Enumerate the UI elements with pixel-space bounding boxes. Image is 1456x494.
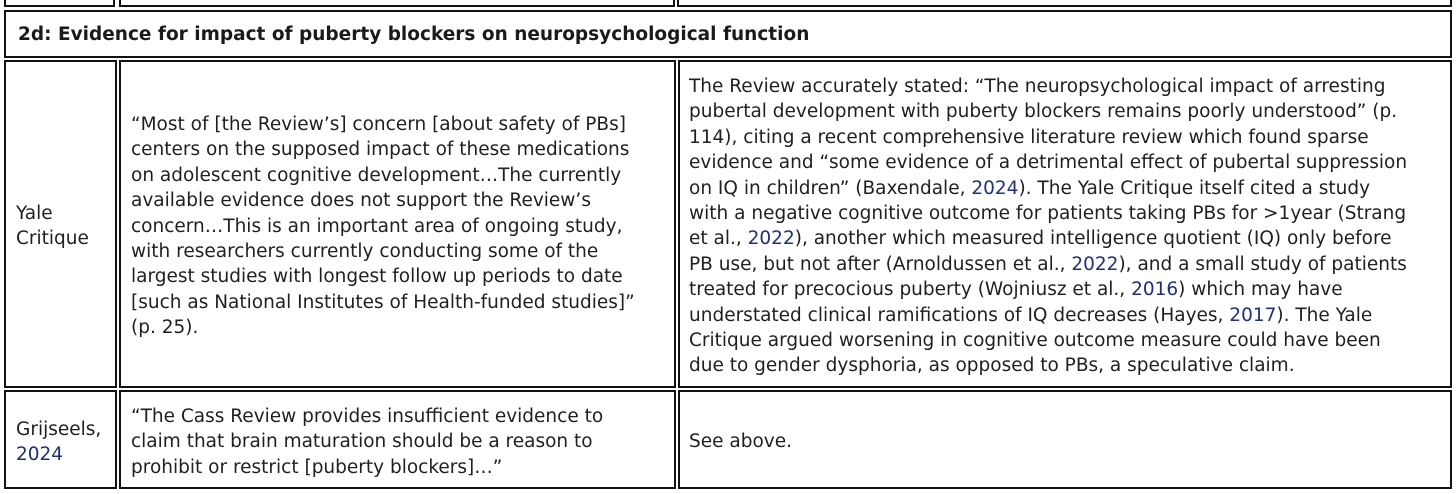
response-line: due to gender dysphoria, as opposed to PBs, a speculative claim.: [689, 355, 1295, 377]
response-text: ). The Yale Critique itself cited a study: [1018, 177, 1371, 199]
row-grijseels-response: See above.: [689, 431, 792, 452]
quote-line: (p. 25).: [131, 317, 199, 339]
quote-line: centers on the supposed impact of these medications: [131, 139, 630, 161]
row-grijseels-quote: [131, 404, 603, 480]
quote-line: largest studies with longest follow up periods to date: [131, 266, 623, 288]
row-grijseels-year-line: [16, 442, 101, 467]
response-line: evidence and “some evidence of a detrimental effect of pubertal suppression: [689, 152, 1408, 174]
section-title-cell: [4, 10, 1452, 58]
response-line: [689, 277, 1407, 302]
previous-row-cell-left: [4, 0, 115, 7]
response-text: ), another which measured intelligence quotient (IQ) only before: [794, 228, 1392, 250]
citation-link-strang-2022[interactable]: 2022: [747, 228, 795, 250]
row-grijseels-quote-cell: [119, 390, 676, 489]
quote-line: prohibit or restrict [puberty blockers]…”: [131, 456, 503, 478]
quote-line: “Most of [the Review’s] concern [about safety of PBs]: [131, 114, 626, 135]
previous-row-cell-right: [677, 0, 1452, 7]
response-text: PB use, but not after (Arnoldussen et al.,: [689, 253, 1072, 275]
response-line: Critique argued worsening in cognitive outcome measure could have been: [689, 330, 1381, 352]
response-line: 114), citing a recent comprehensive literature review which found sparse: [689, 126, 1369, 148]
quote-line: concern…This is an important area of ongoing study,: [131, 215, 623, 237]
row-grijseels-source: [16, 417, 101, 468]
response-text: understated clinical ramifications of IQ decreases (Hayes,: [689, 304, 1230, 326]
response-text: ). The Yale: [1276, 304, 1373, 326]
response-text: ) which may have: [1178, 279, 1343, 301]
quote-line: “The Cass Review provides insufficient evidence to: [131, 406, 604, 427]
quote-line: on adolescent cognitive development…The currently: [131, 164, 622, 186]
response-text: et al.,: [689, 228, 748, 250]
section-title: 2d: Evidence for impact of puberty blockers on neuropsychological function: [18, 24, 810, 45]
row-yale-quote-cell: [119, 60, 676, 388]
citation-link-baxendale-2024[interactable]: 2024: [971, 177, 1019, 199]
row-grijseels-response-cell: [678, 390, 1452, 489]
response-line: [689, 252, 1407, 277]
response-line: with a negative cognitive outcome for patients taking PBs for >1year (Strang: [689, 203, 1407, 225]
response-line: The Review accurately stated: “The neuropsychological impact of arresting: [689, 76, 1386, 97]
response-line: [689, 176, 1407, 201]
row-grijseels-source-name: Grijseels,: [16, 419, 102, 440]
citation-link-arnoldussen-2022[interactable]: 2022: [1071, 253, 1119, 275]
previous-row-cell-middle: [119, 0, 675, 7]
quote-line: available evidence does not support the Review’s: [131, 190, 591, 212]
response-text: ), and a small study of patients: [1118, 253, 1407, 275]
response-line: [689, 303, 1407, 328]
row-yale-response-cell: [678, 60, 1452, 388]
row-grijseels-source-cell: [4, 390, 117, 489]
row-yale-source-cell: [4, 60, 117, 388]
row-yale-source: [16, 201, 89, 252]
quote-line: [such as National Institutes of Health-funded studies]”: [131, 291, 635, 313]
row-yale-response: [689, 74, 1407, 379]
citation-link-grijseels-2024[interactable]: 2024: [16, 444, 64, 466]
response-text: treated for precocious puberty (Wojniusz et al.,: [689, 279, 1132, 301]
citation-link-hayes-2017[interactable]: 2017: [1229, 304, 1277, 326]
citation-link-wojniusz-2016[interactable]: 2016: [1131, 279, 1179, 301]
quote-line: with researchers currently conducting some of the: [131, 241, 599, 263]
response-line: [689, 226, 1407, 251]
row-yale-quote: [131, 112, 635, 341]
row-yale-source-label: Yale Critique: [16, 203, 89, 250]
response-line: pubertal development with puberty blockers remains poorly understood” (p.: [689, 101, 1398, 123]
quote-line: claim that brain maturation should be a reason to: [131, 431, 593, 453]
response-text: on IQ in children” (Baxendale,: [689, 177, 972, 199]
